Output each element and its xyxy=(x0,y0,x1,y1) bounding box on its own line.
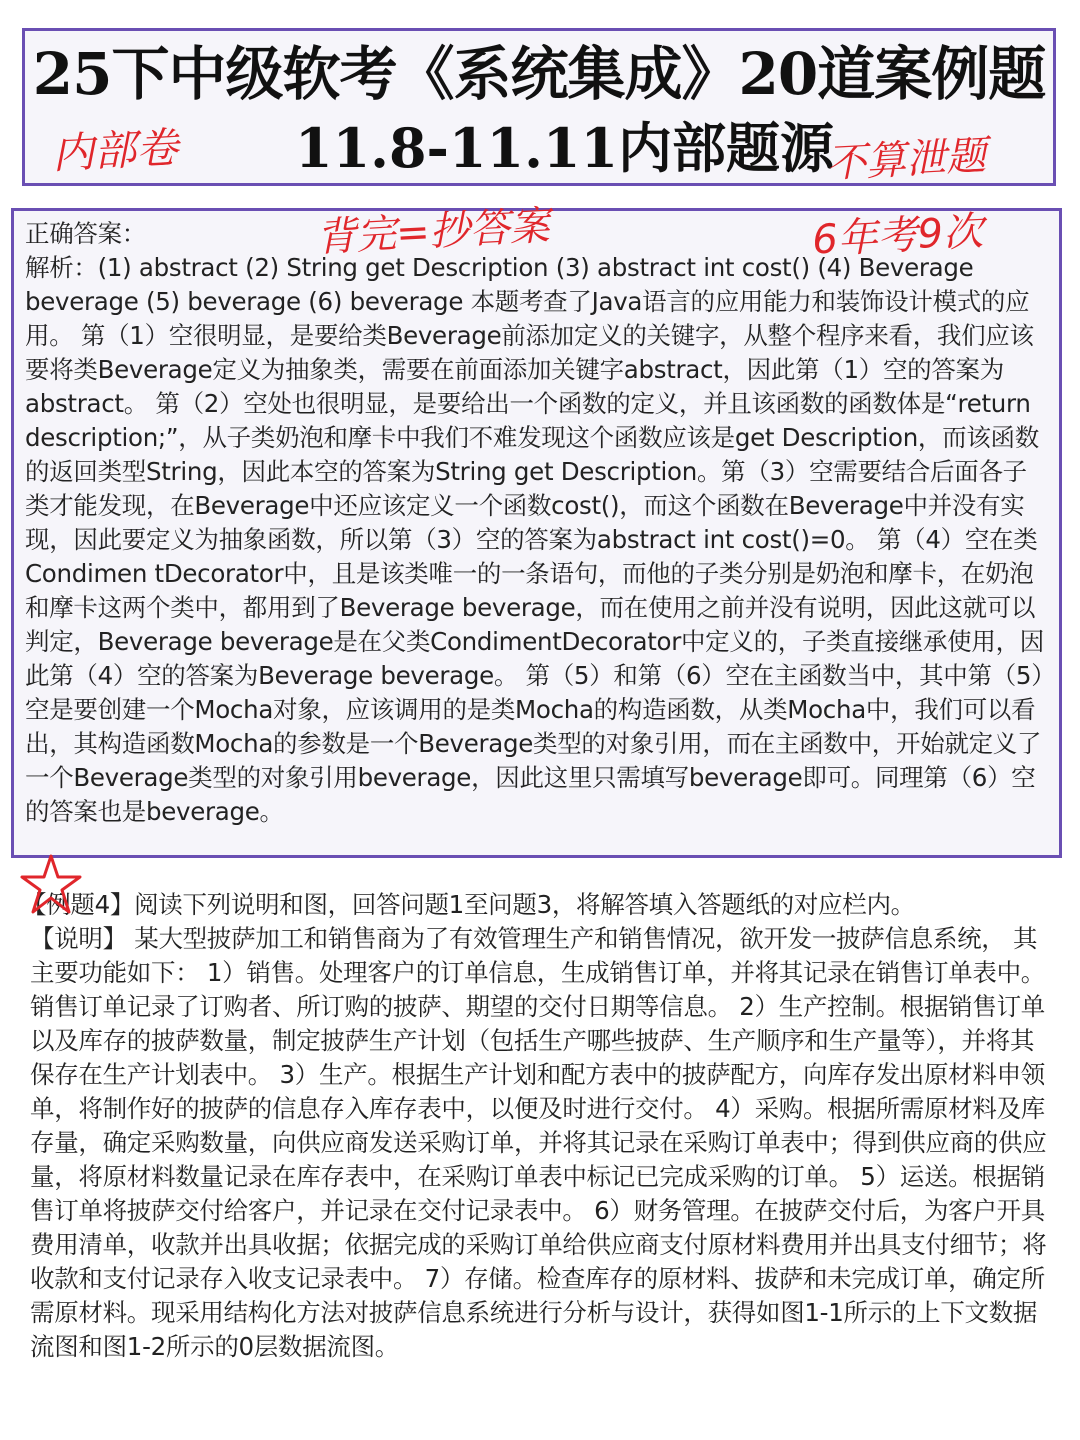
handwritten-note-count: 6年考9次 xyxy=(811,208,985,264)
answer-label: 正确答案： xyxy=(25,219,146,248)
question-description: 【说明】 某大型披萨加工和销售商为了有效管理生产和销售情况，欲开发一披萨信息系统， 其主要功能如下： 1）销售。处理客户的订单信息，生成销售订单，并将其记录在销售订单表中。销售订单记录了订购者、所订购的披萨、期望的交付日期等信息。 2）生产控制。根据销售订单以及库存的披萨数量，制定披萨生产计划（包括生产哪些披萨、生产顺序和生产量等），并将其保存在生产计划表中。 3）生产。根据生产计划和配方表中的披萨配方，向库存发出原材料申领单，将制作好的披萨的信息存入库存表中，以便及时进行交付。 4）采购。根据所需原材料及库存量，确定采购数量，向供应商发送采购订单，并将其记录在采购订单表中；得到供应商的供应量，将原材料数量记录在库存表中，在采购订单表中标记已完成采购的订单。 5）运送。根据销售订单将披萨交付给客户，并记录在交付记录表中。 6）财务管理。在披萨交付后，为客户开具费用清单，收款并出具收据；依据完成的采购订单给供应商支付原材料费用并出具支付细节；将收款和支付记录存入收支记录表中。 7）存储。检查库存的原材料、拔萨和未完成订单，确定所需原材料。现采用结构化方法对披萨信息系统进行分析与设计，获得如图1-1所示的上下文数据流图和图1-2所示的0层数据流图。 xyxy=(30,924,1047,1361)
handwritten-note-right: 不算泄题 xyxy=(825,132,988,188)
page-title: 25下中级软考《系统集成》20道案例题 xyxy=(32,40,1046,108)
question-intro: 【例题4】阅读下列说明和图，回答问题1至问题3，将解答填入答题纸的对应栏内。 xyxy=(22,890,915,919)
handwritten-note-left: 内部卷 xyxy=(50,122,180,179)
answer-text xyxy=(25,217,1049,829)
star-mark-icon xyxy=(18,852,84,918)
handwritten-note-middle: 背完=抄答案 xyxy=(315,202,551,262)
answer-panel xyxy=(11,208,1062,858)
question-section xyxy=(22,888,1048,1364)
answer-analysis: 解析：(1) abstract (2) String get Description (3) abstract int cost() (4) Beverage beverage (5) beverage (6) beverage 本题考查了Java语言的应用能力和装饰设计模式的应用。 第（1）空很明显，是要给类Beverage前添加定义的关键字，从整个程序来看，我们应该要将类Beverage定义为抽象类，需要在前面添加关键字abstract，因此第（1）空的答案为abstract。 第（2）空处也很明显，是要给出一个函数的定义，并且该函数的函数体是“return description;”，从子类奶泡和摩卡中我们不难发现这个函数应该是get Description，而该函数的返回类型String，因此本空的答案为String get Description。第（3）空需要结合后面各子类才能发现，在Beverage中还应该定义一个函数cost()，而这个函数在Beverage中并没有实现，因此要定义为抽象函数，所以第（3）空的答案为abstract int cost()=0。 第（4）空在类Condimen tDecorator中，且是该类唯一的一条语句，而他的子类分别是奶泡和摩卡，在奶泡和摩卡这两个类中，都用到了Beverage beverage，而在使用之前并没有说明，因此这就可以判定，Beverage beverage是在父类CondimentDecorator中定义的，子类直接继承使用，因此第（4）空的答案为Beverage beverage。 第（5）和第（6）空在主函数当中，其中第（5）空是要创建一个Mocha对象，应该调用的是类Mocha的构造函数，从类Mocha中，我们可以看出，其构造函数Mocha的参数是一个Beverage类型的对象引用，而在主函数中，开始就定义了一个Beverage类型的对象引用beverage，因此这里只需填写beverage即可。同理第（6）空的答案也是beverage。 xyxy=(25,253,1044,826)
page-subtitle: 11.8-11.11内部题源 xyxy=(295,116,835,180)
